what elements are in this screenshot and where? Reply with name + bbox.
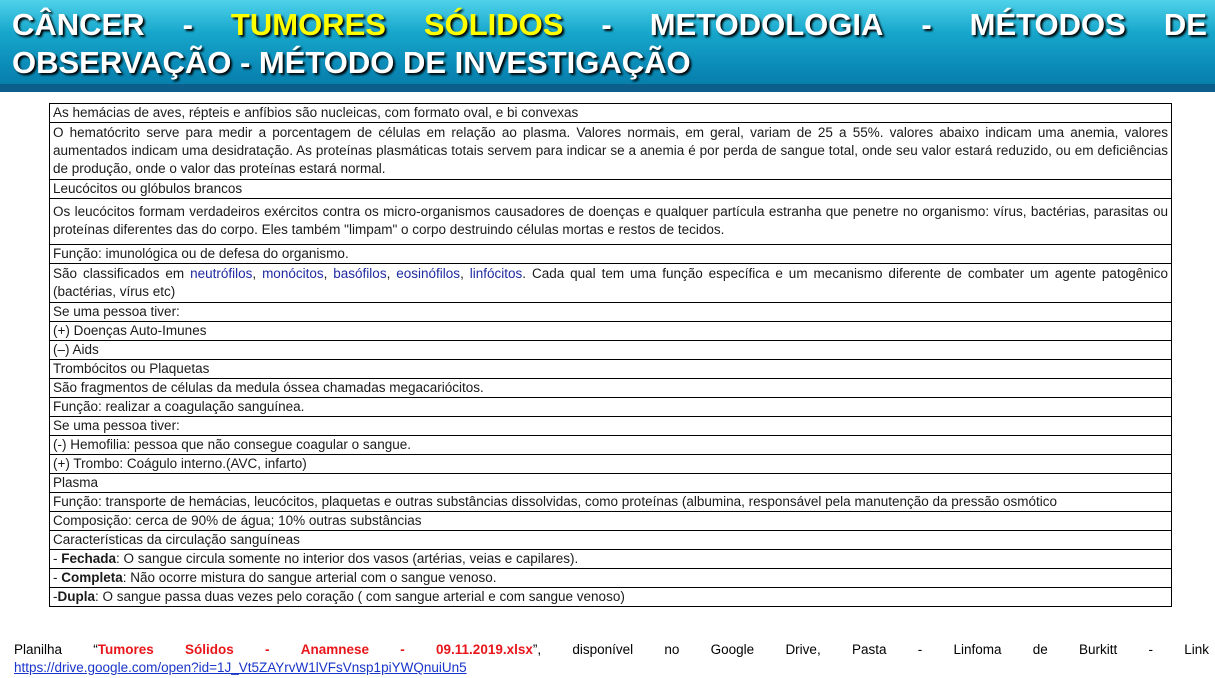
source-word: Burkitt [1078,642,1118,657]
row-text: São classificados em [53,266,191,281]
table-row [49,569,1172,588]
source-word: - [917,642,923,657]
cell-type-term: eosinófilos [396,266,461,281]
file-name-word: - [265,642,270,657]
quote-close: ”, [532,642,542,657]
row-text: - [53,589,58,604]
table-row-classification [49,264,1172,303]
cell-type-term: linfócitos [469,266,523,281]
quote-mark: “ [93,642,98,657]
table-row: Trombócitos ou Plaquetas [49,360,1172,379]
row-text: - [53,570,62,585]
source-note-line [14,641,1209,659]
table-row: (+) Trombo: Coágulo interno.(AVC, infarto) [49,455,1172,474]
table-row: Composição: cerca de 90% de água; 10% outras substâncias [49,512,1172,531]
table-row [49,550,1172,569]
title-word: - [921,7,932,42]
file-name-word: 09.11.2019.xlsx [436,642,533,657]
title-line-1 [12,6,1207,44]
separator: , [386,266,397,281]
table-row: Se uma pessoa tiver: [49,417,1172,436]
file-name-word: - [400,642,405,657]
separator: , [323,266,334,281]
drive-link[interactable]: https://drive.google.com/open?id=1J_Vt5ZAYrvW1lVFsVnsp1piYWQnuiUn5 [14,660,467,675]
row-text: - [53,551,62,566]
title-word: MÉTODOS [969,7,1126,42]
table-row: Leucócitos ou glóbulos brancos [49,180,1172,199]
title-banner [0,0,1215,92]
row-bold-term: Dupla [57,589,96,604]
source-word: - [1148,642,1153,657]
source-word: disponível [572,642,634,657]
source-word: Linfoma [953,642,1002,657]
title-line-2: OBSERVAÇÃO - MÉTODO DE INVESTIGAÇÃO [12,45,691,80]
source-word: Drive, [785,642,821,657]
source-quote-open [93,641,154,659]
table-row: Função: realizar a coagulação sanguínea. [49,398,1172,417]
separator: , [252,266,263,281]
source-word: Google [710,642,755,657]
title-word: DE [1163,7,1207,42]
source-word: Link [1184,642,1209,657]
cell-type-term: neutrófilos [190,266,253,281]
cell-type-term: basófilos [333,266,387,281]
table-row: Se uma pessoa tiver: [49,303,1172,322]
table-row: As hemácias de aves, répteis e anfíbios são nucleicas, com formato oval, e bi convexas [49,104,1172,123]
source-word: de [1032,642,1048,657]
file-name-word: Anamnese [300,642,370,657]
table-row: (-) Hemofilia: pessoa que não consegue coagular o sangue. [49,436,1172,455]
source-link-line [14,659,1209,677]
title-word: - [601,7,612,42]
table-row: Função: transporte de hemácias, leucócitos, plaquetas e outras substâncias dissolvidas, como proteínas (albumina, responsável pela manutenção da pressão osmótico [49,493,1172,512]
file-name-word: Sólidos [185,642,234,657]
table-row: Os leucócitos formam verdadeiros exércitos contra os micro-organismos causadores de doenças e qualquer partícula estranha que penetre no organismo: vírus, bactérias, parasitas ou proteínas diferentes das do corpo. Eles também "limpam" o corpo destruindo células mortas e restos de tecidos. [49,199,1172,245]
title-word: METODOLOGIA [649,7,884,42]
title-highlight-word: TUMORES [230,7,386,42]
row-text: . Cada qual tem uma função específica e um mecanismo diferente de combater um agente patogênico (bactérias, vírus etc) [53,266,1168,299]
row-bold-term: Completa [61,570,123,585]
source-word: no [664,642,680,657]
table-row: São fragmentos de células da medula óssea chamadas megacariócitos. [49,379,1172,398]
table-row: Características da circulação sanguíneas [49,531,1172,550]
row-bold-term: Fechada [61,551,117,566]
cell-type-term: monócitos [262,266,324,281]
table-row: Função: imunológica ou de defesa do organismo. [49,245,1172,264]
info-table [49,103,1172,607]
source-word: Planilha [14,642,63,657]
table-row: (+) Doenças Auto-Imunes [49,322,1172,341]
row-text: : O sangue passa duas vezes pelo coração ( com sangue arterial e com sangue venoso) [95,589,625,604]
source-word: Pasta [851,642,887,657]
header-bottom-strip [0,84,1215,92]
table-row: (–) Aids [49,341,1172,360]
table-row: Plasma [49,474,1172,493]
row-text: : Não ocorre mistura do sangue arterial com o sangue venoso. [122,570,497,585]
source-note [14,641,1209,677]
table-row [49,588,1172,607]
file-name-end [436,641,541,659]
separator: , [460,266,470,281]
title-word: CÂNCER [12,7,145,42]
row-text: : O sangue circula somente no interior dos vasos (artérias, veias e capilares). [116,551,579,566]
title-highlight-word: SÓLIDOS [423,7,564,42]
title-word: - [182,7,193,42]
file-name-word: Tumores [97,642,154,657]
table-row: O hematócrito serve para medir a porcentagem de células em relação ao plasma. Valores normais, em geral, variam de 25 a 55%. valores abaixo indicam uma anemia, valores aumentados indicam uma desidratação. As proteínas plasmáticas totais servem para indicar se a anemia é por perda de sangue total, onde seu valor estará reduzido, ou em deficiências de produção, onde o valor das proteínas estará normal. [49,123,1172,180]
